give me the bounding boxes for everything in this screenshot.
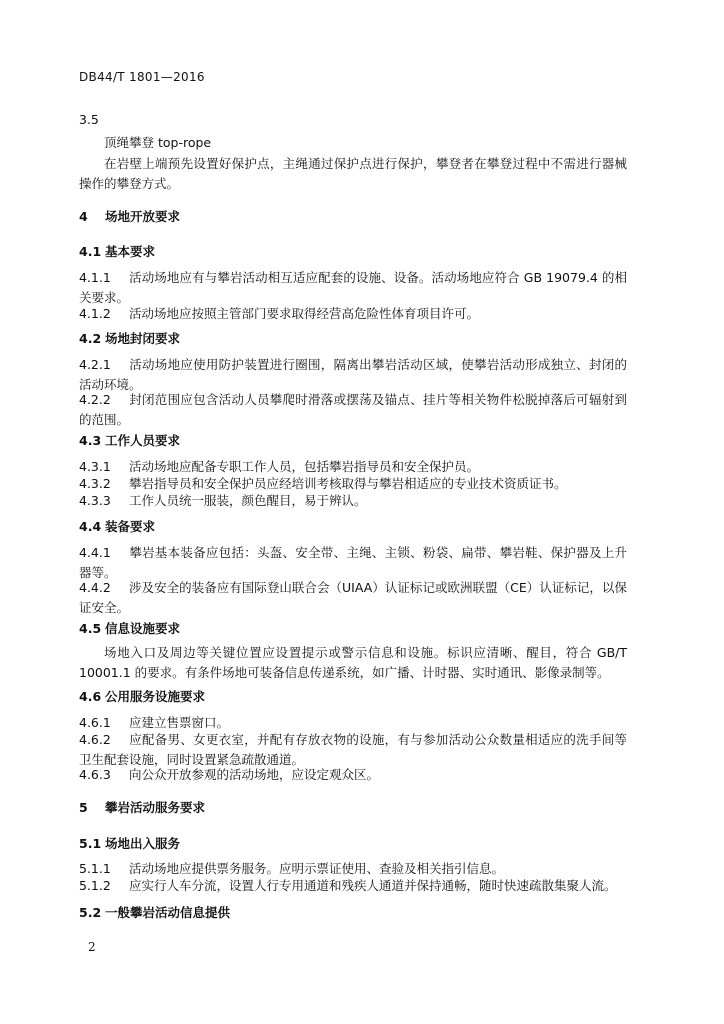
clause-5-1-2-number: 5.1.2 bbox=[79, 878, 111, 893]
clause-4-6-1-number: 4.6.1 bbox=[79, 715, 111, 730]
clause-4-6-title: 公用服务设施要求 bbox=[105, 689, 206, 704]
clause-4-2-2-text: 封闭范围应包含活动人员攀爬时滑落或摆荡及锚点、挂片等相关物件松脱掉落后可辐射到的范围。 bbox=[79, 392, 627, 427]
clause-3-5-number: 3.5 bbox=[79, 112, 99, 127]
section-5-title: 攀岩活动服务要求 bbox=[105, 800, 206, 815]
clause-4-2-title: 场地封闭要求 bbox=[105, 331, 181, 346]
clause-4-1-1-text: 活动场地应有与攀岩活动相互适应配套的设施、设备。活动场地应符合 GB 19079.4 的相关要求。 bbox=[79, 270, 627, 305]
clause-4-6-2-text: 应配备男、女更衣室，并配有存放衣物的设施，有与参加活动公众数量相适应的洗手间等卫生配套设施，同时设置紧急疏散通道。 bbox=[79, 732, 627, 767]
clause-4-2-2 bbox=[79, 390, 627, 430]
clause-4-1-2-text: 活动场地应按照主管部门要求取得经营高危险性体育项目许可。 bbox=[129, 306, 480, 321]
clause-4-5-number: 4.5 bbox=[79, 621, 102, 636]
section-5-number: 5 bbox=[79, 800, 88, 815]
document-header: DB44/T 1801—2016 bbox=[79, 70, 205, 84]
clause-4-1-1-number: 4.1.1 bbox=[79, 270, 111, 285]
clause-4-4-title: 装备要求 bbox=[105, 519, 156, 534]
clause-4-3-2-number: 4.3.2 bbox=[79, 476, 111, 491]
clause-4-1-2-number: 4.1.2 bbox=[79, 306, 111, 321]
clause-5-1-1-number: 5.1.1 bbox=[79, 861, 111, 876]
clause-4-2-number: 4.2 bbox=[79, 331, 102, 346]
clause-4-4-1 bbox=[79, 543, 627, 583]
clause-5-2-heading bbox=[79, 905, 230, 921]
clause-4-3-title: 工作人员要求 bbox=[105, 433, 181, 448]
clause-5-1-heading bbox=[79, 836, 180, 852]
clause-4-6-number: 4.6 bbox=[79, 689, 102, 704]
clause-4-2-1-text: 活动场地应使用防护装置进行圈围，隔离出攀岩活动区域，使攀岩活动形成独立、封闭的活动环境。 bbox=[79, 357, 627, 392]
clause-5-2-title: 一般攀岩活动信息提供 bbox=[105, 905, 231, 920]
clause-3-5-definition: 在岩壁上端预先设置好保护点，主绳通过保护点进行保护，攀登者在攀登过程中不需进行器械操作的攀登方式。 bbox=[79, 156, 627, 191]
clause-4-3-3-number: 4.3.3 bbox=[79, 493, 111, 508]
clause-5-1-number: 5.1 bbox=[79, 836, 102, 851]
clause-4-3-number: 4.3 bbox=[79, 433, 102, 448]
clause-5-1-2 bbox=[79, 876, 627, 896]
clause-4-3-1-text: 活动场地应配备专职工作人员，包括攀岩指导员和安全保护员。 bbox=[129, 459, 480, 474]
section-4-number: 4 bbox=[79, 209, 88, 224]
clause-5-2-number: 5.2 bbox=[79, 905, 102, 920]
clause-4-1-2 bbox=[79, 304, 627, 324]
clause-4-5-text: 场地入口及周边等关键位置应设置提示或警示信息和设施。标识应清晰、醒目，符合 GB/T 10001.1 的要求。有条件场地可装备信息传递系统，如广播、计时器、实时通讯、影像录制等。 bbox=[79, 645, 627, 680]
clause-4-4-2-text: 涉及安全的装备应有国际登山联合会（UIAA）认证标记或欧洲联盟（CE）认证标记，以保证安全。 bbox=[79, 580, 627, 615]
clause-4-3-3 bbox=[79, 491, 627, 511]
clause-4-2-heading bbox=[79, 331, 180, 347]
clause-4-5-title: 信息设施要求 bbox=[105, 621, 181, 636]
clause-4-4-heading bbox=[79, 519, 155, 535]
clause-4-1-title: 基本要求 bbox=[105, 244, 156, 259]
section-4-heading bbox=[79, 209, 180, 225]
clause-4-5-heading bbox=[79, 621, 180, 637]
clause-4-4-2-number: 4.4.2 bbox=[79, 580, 111, 595]
section-5-heading bbox=[79, 800, 205, 816]
clause-5-1-2-text: 应实行人车分流，设置人行专用通道和残疾人通道并保持通畅，随时快速疏散集聚人流。 bbox=[129, 878, 617, 893]
clause-4-6-heading bbox=[79, 689, 205, 705]
clause-4-3-heading bbox=[79, 433, 180, 449]
clause-4-4-1-text: 攀岩基本装备应包括：头盔、安全带、主绳、主锁、粉袋、扁带、攀岩鞋、保护器及上升器等。 bbox=[79, 545, 627, 580]
clause-4-6-2-number: 4.6.2 bbox=[79, 732, 111, 747]
clause-4-4-1-number: 4.4.1 bbox=[79, 545, 111, 560]
clause-3-5-term: 顶绳攀登 top-rope bbox=[104, 135, 212, 150]
clause-4-2-2-number: 4.2.2 bbox=[79, 392, 111, 407]
clause-4-2-1 bbox=[79, 355, 627, 395]
clause-4-1-1 bbox=[79, 268, 627, 308]
clause-4-6-1-text: 应建立售票窗口。 bbox=[129, 715, 230, 730]
clause-4-6-3 bbox=[79, 765, 627, 785]
clause-4-3-2-text: 攀岩指导员和安全保护员应经培训考核取得与攀岩相适应的专业技术资质证书。 bbox=[129, 476, 567, 491]
clause-4-1-number: 4.1 bbox=[79, 244, 102, 259]
clause-5-1-1-text: 活动场地应提供票务服务。应明示票证使用、查验及相关指引信息。 bbox=[129, 861, 505, 876]
clause-5-1-title: 场地出入服务 bbox=[105, 836, 181, 851]
clause-4-4-2 bbox=[79, 578, 627, 618]
clause-4-2-1-number: 4.2.1 bbox=[79, 357, 111, 372]
clause-4-6-3-number: 4.6.3 bbox=[79, 767, 111, 782]
clause-4-6-3-text: 向公众开放参观的活动场地，应设定观众区。 bbox=[129, 767, 380, 782]
clause-4-3-1-number: 4.3.1 bbox=[79, 459, 111, 474]
page-number: 2 bbox=[88, 940, 96, 954]
clause-4-6-2 bbox=[79, 730, 627, 770]
section-4-title: 场地开放要求 bbox=[105, 209, 181, 224]
clause-4-3-3-text: 工作人员统一服装，颜色醒目，易于辨认。 bbox=[129, 493, 367, 508]
clause-4-1-heading bbox=[79, 244, 155, 260]
clause-4-4-number: 4.4 bbox=[79, 519, 102, 534]
